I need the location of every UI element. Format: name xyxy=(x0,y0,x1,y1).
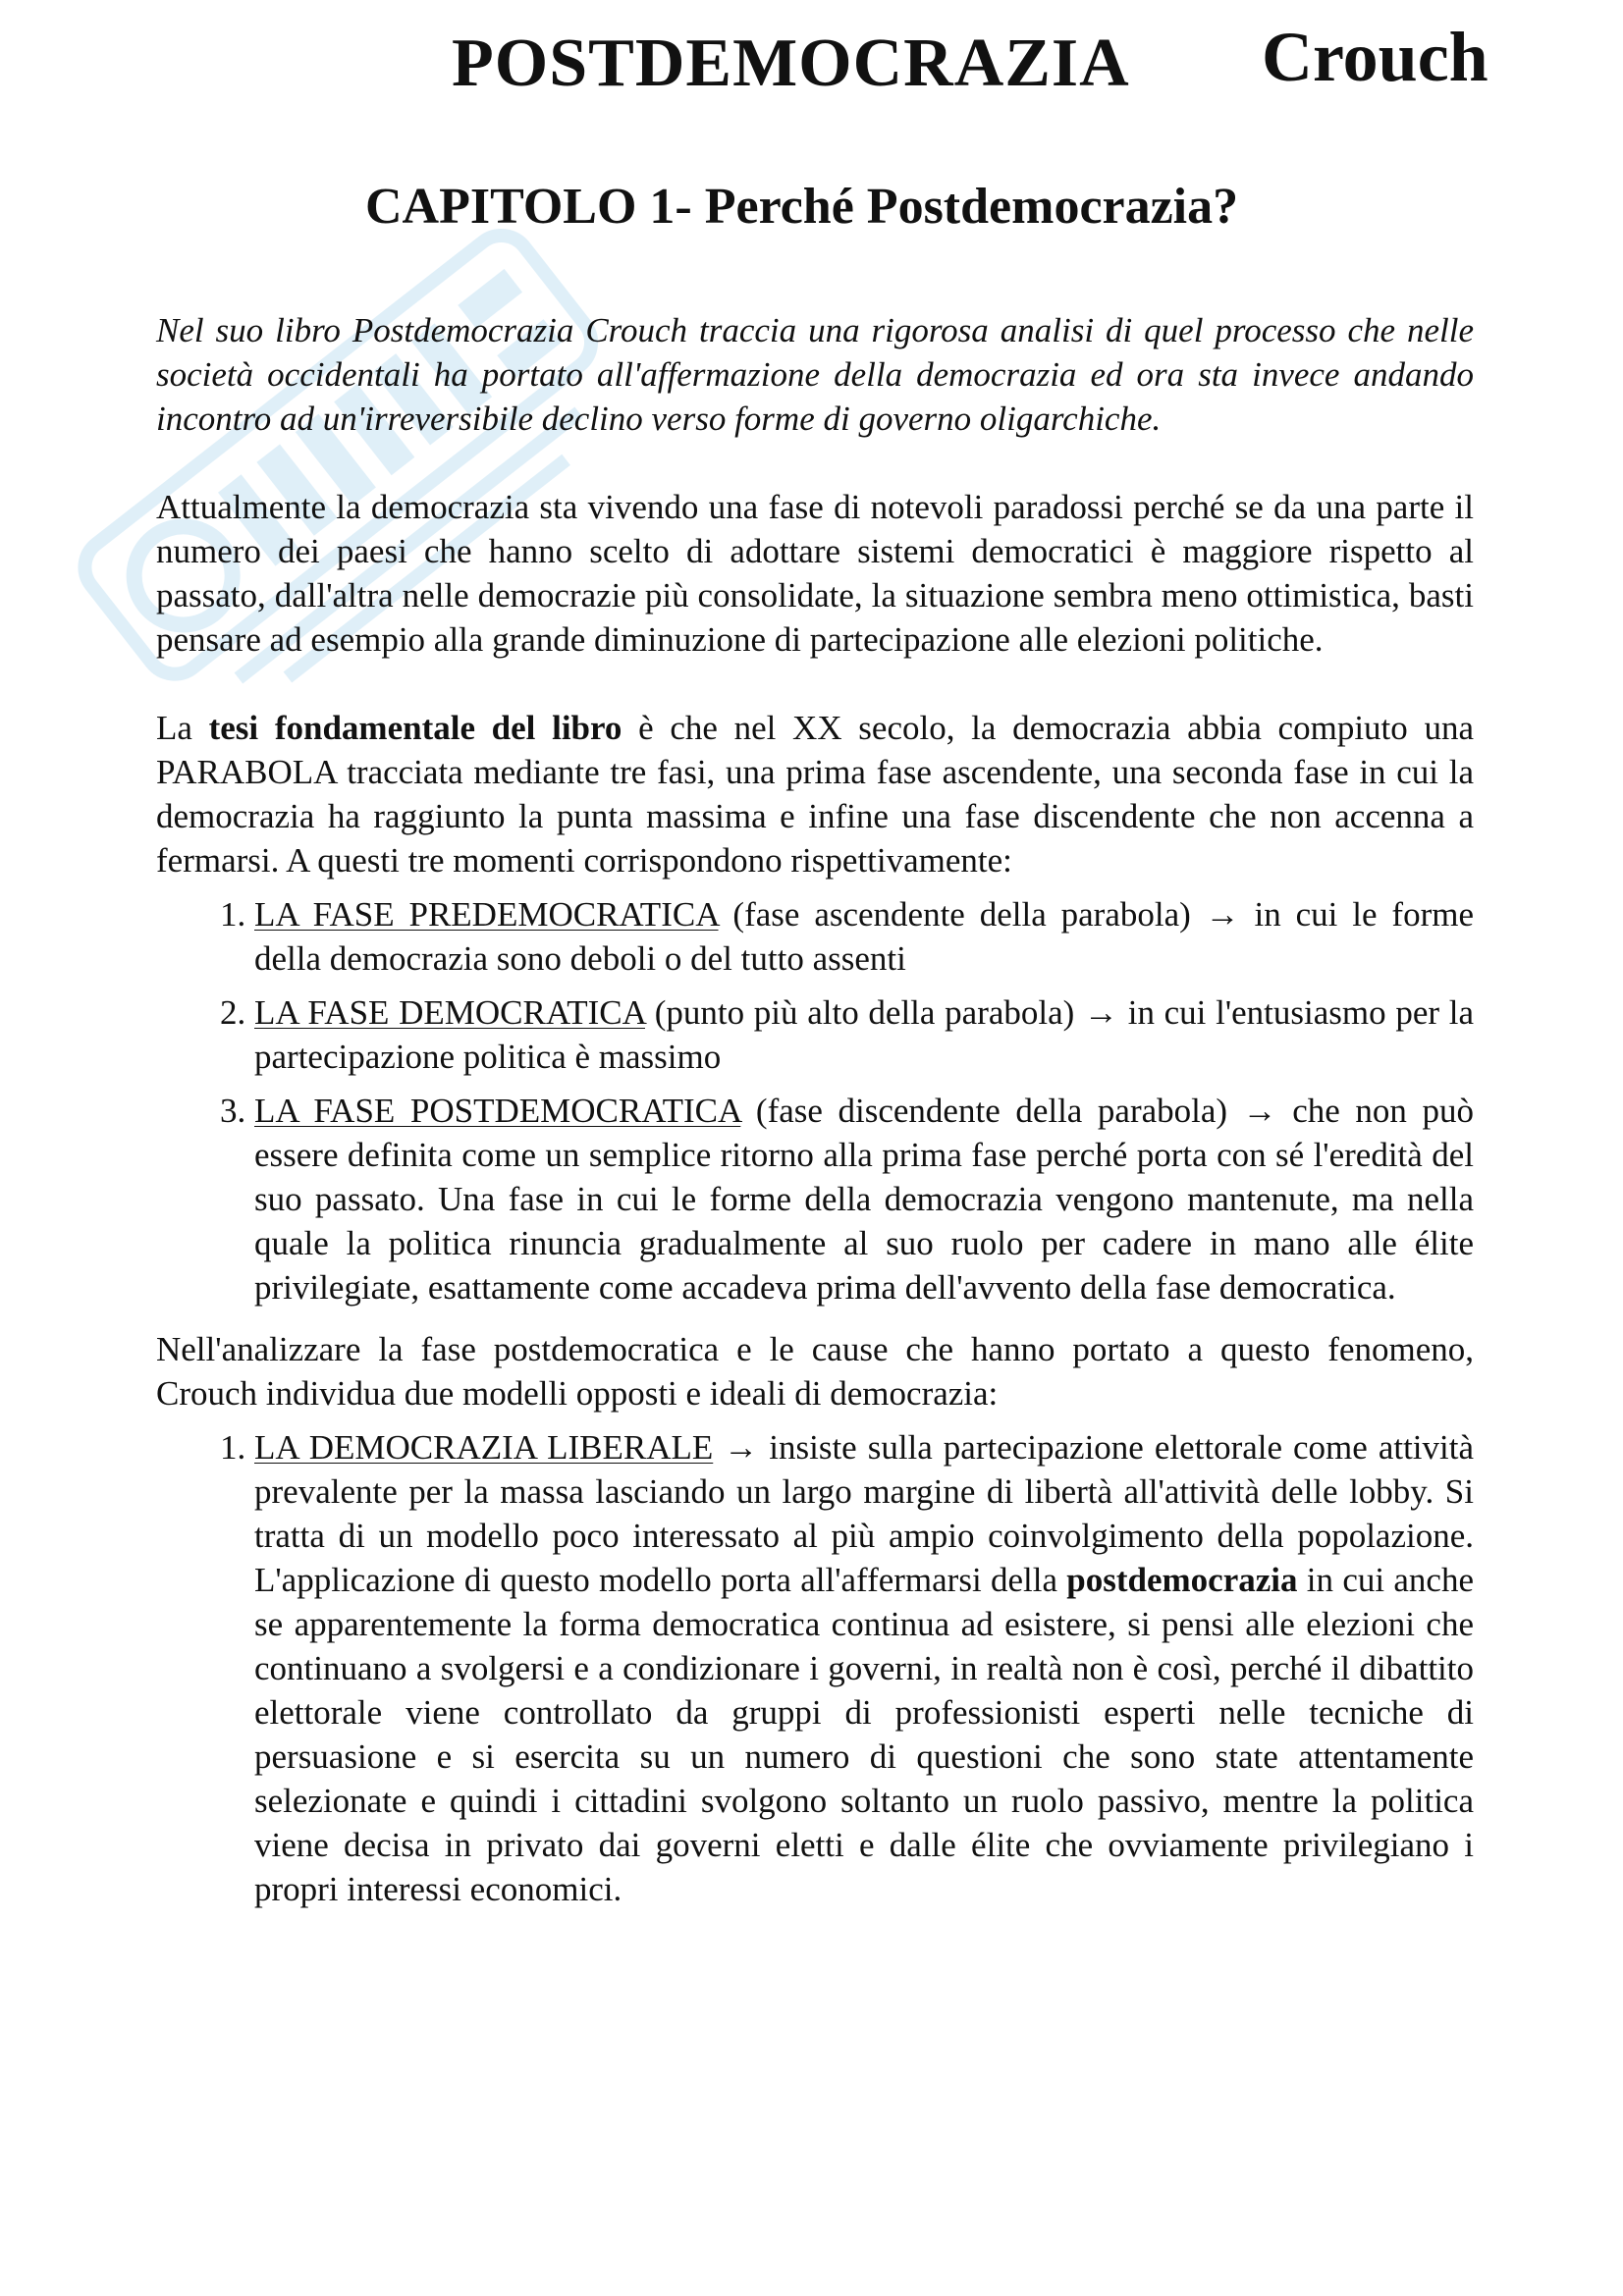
author-name: Crouch xyxy=(1262,18,1488,96)
paragraph-paradox: Attualmente la democrazia sta vivendo una fase di notevoli paradossi perché se da una parte il numero dei paesi che hanno scelto di adottare sistemi democratici è maggiore rispetto al passato, dall'altra nelle democrazie più consolidate, la situazione sembra meno ottimistica, basti pensare ad esempio alla grande diminuzione di partecipazione alle elezioni politiche. xyxy=(156,488,1474,659)
phases-list xyxy=(156,892,1474,1309)
model-text-a: → insiste sulla partecipazione elettorale come attività prevalente per la massa lasciando un largo margine di libertà all'attività delle lobby. Si tratta di un modello poco interessato al più ampio coinvolgimento della popolazione. L'applicazione di questo modello porta all'affermarsi della xyxy=(254,1428,1475,1599)
models-list xyxy=(156,1425,1474,1911)
thesis-rest: è che nel XX secolo, la democrazia abbia compiuto una PARABOLA tracciata mediante tre fasi, una prima fase ascendente, una seconda fase in cui la democrazia ha raggiunto la punta massima e infine una fase discendente che non accenna a fermarsi. A questi tre momenti corrispondono rispettivamente: xyxy=(156,709,1474,880)
phase-title: LA FASE DEMOCRATICA xyxy=(254,993,645,1032)
phase-title: LA FASE POSTDEMOCRATICA xyxy=(254,1092,741,1130)
paragraph-models: Nell'analizzare la fase postdemocratica e le cause che hanno portato a questo fenomeno, Crouch individua due modelli opposti e ideali di democrazia: xyxy=(156,1330,1474,1413)
model-title: LA DEMOCRAZIA LIBERALE xyxy=(254,1428,714,1467)
phase-title: LA FASE PREDEMOCRATICA xyxy=(254,895,719,934)
list-item xyxy=(254,892,1474,981)
thesis-lead: La xyxy=(156,709,209,747)
chapter-heading: CAPITOLO 1- Perché Postdemocrazia? xyxy=(365,179,1239,235)
phase-text: (fase discendente della parabola) → che non può essere definita come un semplice ritorno alla prima fase perché porta con sé l'eredità del suo passato. Una fase in cui le forme della democrazia vengono mantenute, ma nella quale la politica rinuncia gradualmente al suo ruolo per cadere in mano alle élite privilegiate, esattamente come accadeva prima dell'avvento della fase democratica. xyxy=(254,1092,1474,1307)
list-item xyxy=(254,990,1474,1079)
document-body xyxy=(156,308,1474,1921)
intro-paragraph: Nel suo libro Postdemocrazia Crouch traccia una rigorosa analisi di quel processo che nelle società occidentali ha portato all'affermazione della democrazia ed ora sta invece andando incontro ad un'irreversibile declino verso forme di governo oligarchiche. xyxy=(156,311,1474,438)
phase-text: (fase ascendente della parabola) → in cui le forme della democrazia sono deboli o del tutto assenti xyxy=(254,895,1474,978)
paragraph-thesis xyxy=(156,706,1474,882)
document-title: POSTDEMOCRAZIA xyxy=(452,26,1130,101)
phase-text: (punto più alto della parabola) → in cui l'entusiasmo per la partecipazione politica è massimo xyxy=(254,993,1475,1076)
model-text-b: in cui anche se apparentemente la forma democratica continua ad esistere, si pensi alle elezioni che continuano a svolgersi e a condizionare i governi, in realtà non è così, perché il dibattito elettorale viene controllato da gruppi di professionisti esperti nelle tecniche di persuasione e si esercita su un numero di questioni che sono state attentamente selezionate e quindi i cittadini svolgono soltanto un ruolo passivo, mentre la politica viene decisa in privato dai governi eletti e dalle élite che ovviamente privilegiano i propri interessi economici. xyxy=(254,1561,1474,1908)
thesis-bold: tesi fondamentale del libro xyxy=(208,709,622,747)
list-item xyxy=(254,1425,1474,1911)
list-item xyxy=(254,1089,1474,1309)
model-bold: postdemocrazia xyxy=(1066,1561,1298,1599)
